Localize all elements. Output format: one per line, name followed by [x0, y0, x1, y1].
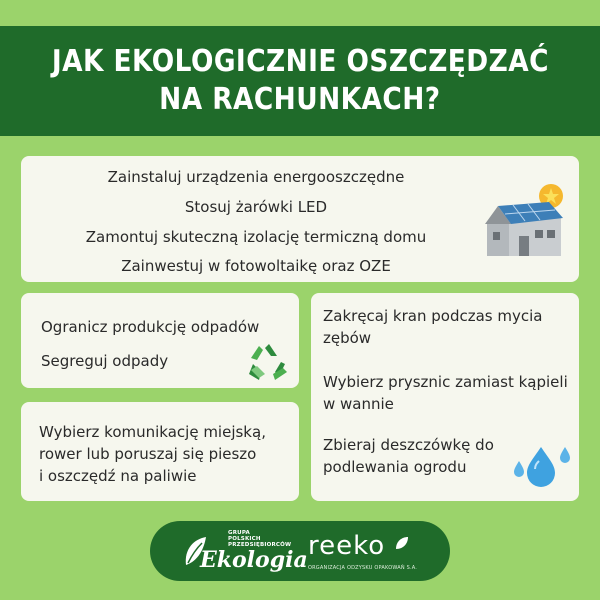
tip-line: Zbieraj deszczówkę do [323, 436, 494, 454]
ekologia-logo-text [228, 530, 291, 548]
title-line-1: JAK EKOLOGICZNIE OSZCZĘDZAĆ [51, 44, 549, 79]
tip-item: Zainstaluj urządzenia energooszczędne [107, 168, 405, 186]
ekologia-logo-name: Ekologia [200, 547, 308, 573]
tip-item: Ogranicz produkcję odpadów [41, 318, 260, 336]
title-banner [0, 26, 600, 136]
sponsor-logos [150, 521, 450, 581]
tip-card-energy [21, 156, 579, 282]
reeko-logo-subtitle: ORGANIZACJA ODZYSKU OPAKOWAŃ S.A. [308, 565, 418, 571]
tip-line: Zakręcaj kran podczas mycia [323, 307, 543, 325]
tip-line: rower lub poruszaj się pieszo [39, 445, 257, 463]
logo-small-line: POLSKICH [228, 536, 261, 542]
tip-line: i oszczędź na paliwie [39, 467, 197, 485]
logo-small-line: GRUPA [228, 530, 250, 536]
water-drops-icon [511, 443, 573, 487]
tip-line: Wybierz komunikację miejską, [39, 423, 266, 441]
tip-item: Zamontuj skuteczną izolację termiczną domu [85, 228, 427, 246]
tip-line: zębów [323, 329, 372, 347]
reeko-logo-name: reeko [308, 531, 386, 561]
title-line-2: NA RACHUNKACH? [159, 82, 441, 117]
tip-item: Segreguj odpady [41, 352, 169, 370]
tip-card-transport [21, 402, 299, 501]
tip-item: Stosuj żarówki LED [184, 198, 328, 216]
recycle-icon [247, 342, 291, 382]
solar-house-icon [483, 182, 573, 258]
tip-item: Zainwestuj w fotowoltaikę oraz OZE [121, 257, 391, 275]
tip-card-water [311, 293, 579, 501]
tip-card-waste [21, 293, 299, 388]
tip-line: w wannie [323, 395, 394, 413]
logo-small-line: PRZEDSIĘBIORCÓW [228, 542, 292, 548]
tip-line: Wybierz prysznic zamiast kąpieli [323, 373, 568, 391]
reeko-leaf-icon [394, 535, 410, 551]
tip-line: podlewania ogrodu [323, 458, 467, 476]
